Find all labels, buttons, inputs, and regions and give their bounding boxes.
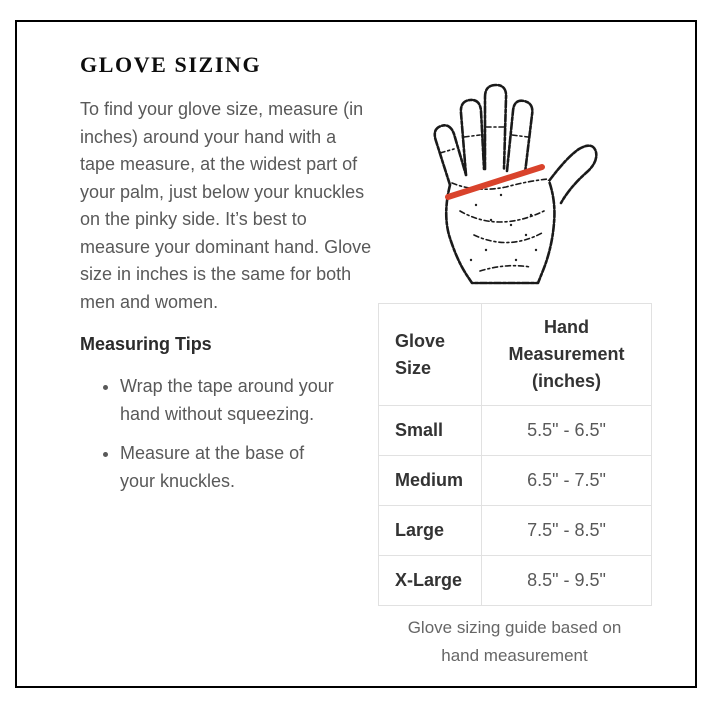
glove-size-table <box>378 303 652 606</box>
size-cell: Large <box>379 506 482 556</box>
range-cell: 8.5" - 9.5" <box>482 556 652 606</box>
text-column <box>80 52 376 507</box>
header-glove-size: Glove Size <box>379 304 482 406</box>
size-cell: Medium <box>379 456 482 506</box>
hand-illustration <box>378 75 654 287</box>
sizing-column <box>378 22 654 670</box>
range-cell: 7.5" - 8.5" <box>482 506 652 556</box>
tips-list <box>80 373 376 495</box>
hand-sketch-icon <box>414 75 618 287</box>
page-title: GLOVE SIZING <box>80 52 262 77</box>
thumb <box>549 146 596 203</box>
measuring-tips-heading: Measuring Tips <box>80 334 212 354</box>
size-cell: Small <box>379 406 482 456</box>
range-cell: 5.5" - 6.5" <box>482 406 652 456</box>
intro-paragraph: To find your glove size, measure (in inches) around your hand with a tape measure, at the widest part of your palm, just below your knuckles on the pinky side. It’s best to measure your dominant hand. Glove size in inches is the same for both men and women. <box>80 99 372 312</box>
glove-sizing-card <box>15 20 697 688</box>
table-row <box>379 406 652 456</box>
table-row <box>379 506 652 556</box>
palm-outline <box>446 181 554 283</box>
range-cell: 6.5" - 7.5" <box>482 456 652 506</box>
tip-item: • Measure at the base of your knuckles. <box>120 440 338 495</box>
size-cell: X-Large <box>379 556 482 606</box>
pinky-finger <box>435 125 466 185</box>
tip-item: • Wrap the tape around your hand without squeezing. <box>120 373 338 428</box>
table-row <box>379 556 652 606</box>
table-header-row <box>379 304 652 406</box>
table-row <box>379 456 652 506</box>
header-hand-measurement: Hand Measurement (inches) <box>482 304 652 406</box>
table-caption: Glove sizing guide based on hand measurement <box>407 618 622 665</box>
